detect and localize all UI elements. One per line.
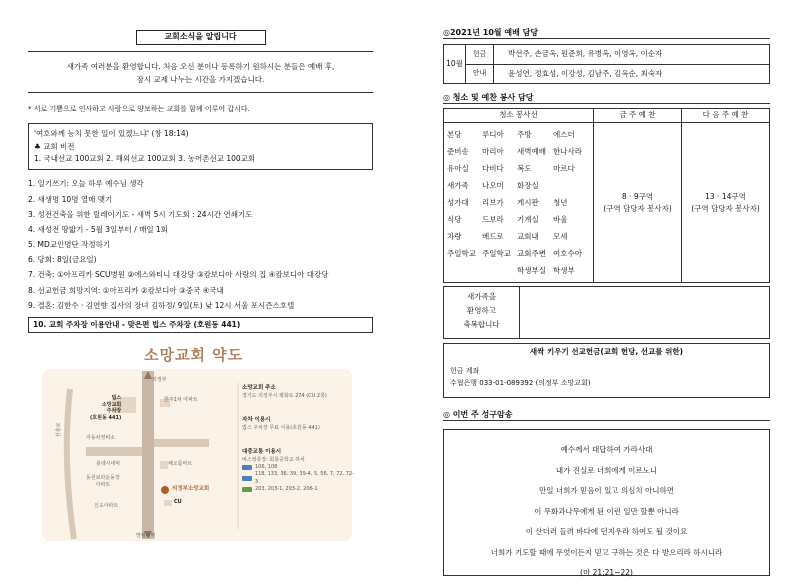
header-cell: 다 음 주 예 찬 xyxy=(682,109,770,123)
cleaning-table xyxy=(443,108,770,283)
area-name: 기계실 xyxy=(517,215,539,224)
news-item: 3. 성전건축을 위한 릴레이기도 - 새벽 5시 기도회 : 24시간 연쇄기도 xyxy=(28,209,253,219)
area-name xyxy=(482,262,517,279)
news-item: 5. MD교인명단 작정하기 xyxy=(28,240,111,250)
map-label-uijeongbu: 의정부 xyxy=(152,377,167,383)
news-list xyxy=(28,176,373,313)
news-item: 8. 선교헌금 희망지역: ①아프리카 ②캄보디아 ③중국 ④국내 xyxy=(28,285,224,295)
duty-rows xyxy=(466,45,769,83)
curved-road xyxy=(67,389,74,539)
news-item: 9. 결혼: 김한수 · 김연향 집사의 장녀 김하정/ 9일(토) 낮 12시 서울 포시즌스호텔 xyxy=(28,300,295,310)
next-week-sub: (구역 담당자 봉사자) xyxy=(691,203,760,213)
divider xyxy=(28,92,373,93)
duty-row xyxy=(466,45,769,64)
news-item: 6. 당회: 8일(금요일) xyxy=(28,255,97,265)
side-road xyxy=(154,439,209,447)
cleaning-section-title: ◎ 청소 및 예찬 봉사 담당 xyxy=(443,92,770,104)
area-name: 마르다 xyxy=(553,164,575,173)
welcome-line: 잠시 교제 나누는 시간을 가지겠습니다. xyxy=(136,75,265,85)
area-name: 주일학교 xyxy=(447,249,476,258)
vision-quote: '여호와께 능치 못한 일이 있겠느냐' (창 18:14) xyxy=(34,129,189,139)
area-name: 베드로 xyxy=(482,232,504,241)
area-name: 교회주변 xyxy=(517,249,546,258)
bus-numbers: 118, 133, 36, 39, 39-4, 5, 56, 7, 72, 72-3 xyxy=(254,471,354,485)
welcome-line: 새가족 여러분을 환영합니다. 처음 오신 분이나 등록하기 원하시는 분들은 예배 후, xyxy=(66,61,335,71)
area-name: 리브가 xyxy=(482,198,504,207)
duty-names: 박선주, 손금옥, 원준희, 유병옥, 이영옥, 이순자 xyxy=(508,49,663,59)
map-label-cu: CU xyxy=(174,499,182,505)
verse-line: 내가 진실로 너희에게 이르노니 xyxy=(555,465,658,475)
area-name: 나오미 xyxy=(482,181,504,190)
greeting-text: * 서로 기쁨으로 인사하고 사랑으로 양보하는 교회를 함께 이루어 갑시다. xyxy=(28,104,250,113)
next-week-cell xyxy=(682,123,770,283)
area-name: 성가대 xyxy=(447,198,469,207)
newcomer-line: 새가족을 xyxy=(467,292,496,301)
verse-line: 이 산더러 들려 바다에 던지우라 하여도 될 것이요 xyxy=(525,527,688,536)
welcome-message xyxy=(28,60,373,87)
table-row xyxy=(444,123,770,283)
area-name: 여호수아 xyxy=(553,249,582,258)
header-cell: 청소 봉사선 xyxy=(444,109,594,123)
building-mart xyxy=(160,461,168,469)
bus-tag-icon xyxy=(242,476,252,481)
vision-box xyxy=(28,123,373,170)
parking-notice: 10. 교회 주차장 이용안내 - 맞은편 빕스 주차장 (호원동 441) xyxy=(28,317,373,333)
worship-duty-table xyxy=(443,44,770,84)
map-label-church: 의정부소망교회 xyxy=(172,486,210,492)
left-column xyxy=(28,30,373,333)
verse-line: 너희가 기도할 때에 무엇이든지 믿고 구하는 것은 다 받으리라 하시니라 xyxy=(490,547,723,557)
area-name: 화장실 xyxy=(517,181,539,190)
area-name xyxy=(553,177,588,194)
area-cell xyxy=(444,123,594,283)
map-label-car-repair: 자동차정비소 xyxy=(86,435,115,441)
duty-role: 헌금 xyxy=(466,45,494,64)
map-address-block xyxy=(242,385,327,400)
bus-line xyxy=(242,464,356,471)
address-text: 경기도 의정부시 평화로 274 (CU 2층) xyxy=(242,392,327,399)
area-name: 유아실 xyxy=(447,164,469,173)
account-label: 헌금 계좌 xyxy=(450,367,480,376)
this-week-sub: (구역 담당자 봉사자) xyxy=(603,203,672,213)
map-label-vips: 빕스 소망교회 주차장 (호원동 441) xyxy=(90,395,122,421)
map-label-samsung: 신도아파트 xyxy=(94,503,119,509)
verse-line: 예수께서 대답하여 가라사대 xyxy=(560,445,653,454)
area-name: 루디아 xyxy=(482,130,504,139)
area-name: 한나사라 xyxy=(553,147,582,156)
news-item: 7. 건축: ①아프리카 SCU병원 ②에스와티니 대강당 ③캄보디아 사랑의 집 ④캄보디아 대강당 xyxy=(28,270,329,280)
area-name: 다비다 xyxy=(482,164,504,173)
map-title: 소망교회 약도 xyxy=(144,346,244,364)
area-name: 차량 xyxy=(447,232,462,241)
vision-label: ♣ 교회 비전 xyxy=(34,141,75,151)
area-name xyxy=(447,262,482,279)
next-week-groups: 13 · 14구역 xyxy=(705,191,746,201)
mission-account-info xyxy=(450,366,763,390)
side-road xyxy=(86,447,142,456)
news-item: 1. 일기쓰기: 오늘 하루 예수님 생각 xyxy=(28,179,144,189)
bus-tag-icon xyxy=(242,465,252,470)
bus-stop-text: 버스정류장: 회룡중학교 하차 xyxy=(242,456,305,463)
map-label-station: 망월사역 xyxy=(136,533,156,539)
map-bus-block xyxy=(242,449,356,493)
area-name: 청년 xyxy=(553,198,568,207)
news-item: 4. 새성전 땅밟기 - 5월 3일부터 / 매일 1회 xyxy=(28,224,168,234)
bus-heading: 대중교통 이용시 xyxy=(242,449,282,455)
bus-numbers: 106, 108 xyxy=(255,464,278,471)
newcomer-line: 환영하고 xyxy=(467,305,496,315)
area-name: 새벽예배 xyxy=(517,147,546,156)
duty-names: 윤성연, 정효성, 이강성, 김남주, 김옥순, 최숙자 xyxy=(508,68,663,78)
church-map xyxy=(34,345,356,545)
table-header-row xyxy=(444,109,770,123)
area-name: 준비송 xyxy=(447,147,469,156)
map-label-road: 신흥로 xyxy=(56,422,62,437)
area-name: 주일학교 xyxy=(482,249,511,258)
area-name: 식당 xyxy=(447,215,462,224)
area-name: 에스더 xyxy=(553,130,575,139)
bus-numbers: 203, 203-1, 203-2, 206-1 xyxy=(255,485,318,492)
map-label-mart: 해오름마트 xyxy=(168,461,193,467)
month-cell: 10월 xyxy=(444,45,466,83)
newcomer-box xyxy=(443,286,770,339)
account-number: 수협은행 033-01-089392 (의정부 소망교회) xyxy=(450,379,591,388)
area-name: 게시판 xyxy=(517,198,539,207)
car-heading: 자차 이용시 xyxy=(242,417,271,423)
bus-line xyxy=(242,471,356,486)
map-label-ds: 동원보라운동장 아파트 xyxy=(86,475,120,488)
news-item: 2. 새생명 10명 열매 맺기 xyxy=(28,194,113,204)
newcomer-text xyxy=(444,287,520,338)
memory-verse-box xyxy=(443,429,770,576)
area-name: 드보라 xyxy=(482,215,504,224)
duty-row xyxy=(466,64,769,83)
vision-items: 1. 국내선교 100교회 2. 해외선교 100교회 3. 농어촌선교 100교회 xyxy=(34,153,256,163)
area-name: 학생부실 xyxy=(517,266,546,275)
bus-line xyxy=(242,486,356,493)
map-label-lotte: 롯데시네마 xyxy=(96,461,121,467)
bus-tag-icon xyxy=(242,487,252,492)
area-name: 복도 xyxy=(517,164,532,173)
area-grid xyxy=(444,123,593,282)
news-title: 교회소식을 알립니다 xyxy=(136,30,266,45)
map-car-block xyxy=(242,417,320,432)
area-name: 주방 xyxy=(517,130,532,139)
verse-line: 만일 너희가 믿음이 있고 의심치 아니하면 xyxy=(538,486,675,495)
church-marker-icon xyxy=(161,486,169,494)
header-cell: 금 주 예 찬 xyxy=(594,109,682,123)
area-name: 새가족 xyxy=(447,181,469,190)
this-week-cell xyxy=(594,123,682,283)
main-road xyxy=(142,371,154,539)
newcomer-line: 축복합니다 xyxy=(463,319,500,329)
verse-line: 이 무화과나무에게 된 이런 일만 할뿐 아니라 xyxy=(534,506,679,516)
mission-title: 새싹 키우기 선교헌금(교회 헌당, 선교를 위한) xyxy=(529,347,684,356)
this-week-groups: 8 · 9구역 xyxy=(621,191,654,201)
duty-role: 안내 xyxy=(466,65,494,83)
car-text: 빕스 주차장 무료 이용(호원동 441) xyxy=(242,424,320,431)
area-name: 마리아 xyxy=(482,147,504,156)
building-cu xyxy=(164,500,172,506)
area-name: 바울 xyxy=(553,215,568,224)
map-label-apartment: 한주1차 아파트 xyxy=(164,397,198,403)
area-name: 모세 xyxy=(553,232,568,241)
area-name: 교회내 xyxy=(517,232,539,241)
newcomer-blank xyxy=(520,287,769,338)
right-column xyxy=(443,27,770,576)
verse-reference: (마 21:21~22) xyxy=(580,568,633,577)
mission-offering-box xyxy=(443,343,770,398)
area-name: 학생부 xyxy=(553,266,575,275)
address-heading: 소망교회 주소 xyxy=(242,385,276,391)
prayer-section-title: ◎2021년 10월 예배 담당 xyxy=(443,27,770,39)
area-name: 본당 xyxy=(447,130,462,139)
verse-section-title: ◎ 이번 주 성구암송 xyxy=(443,409,770,421)
divider xyxy=(28,51,373,52)
